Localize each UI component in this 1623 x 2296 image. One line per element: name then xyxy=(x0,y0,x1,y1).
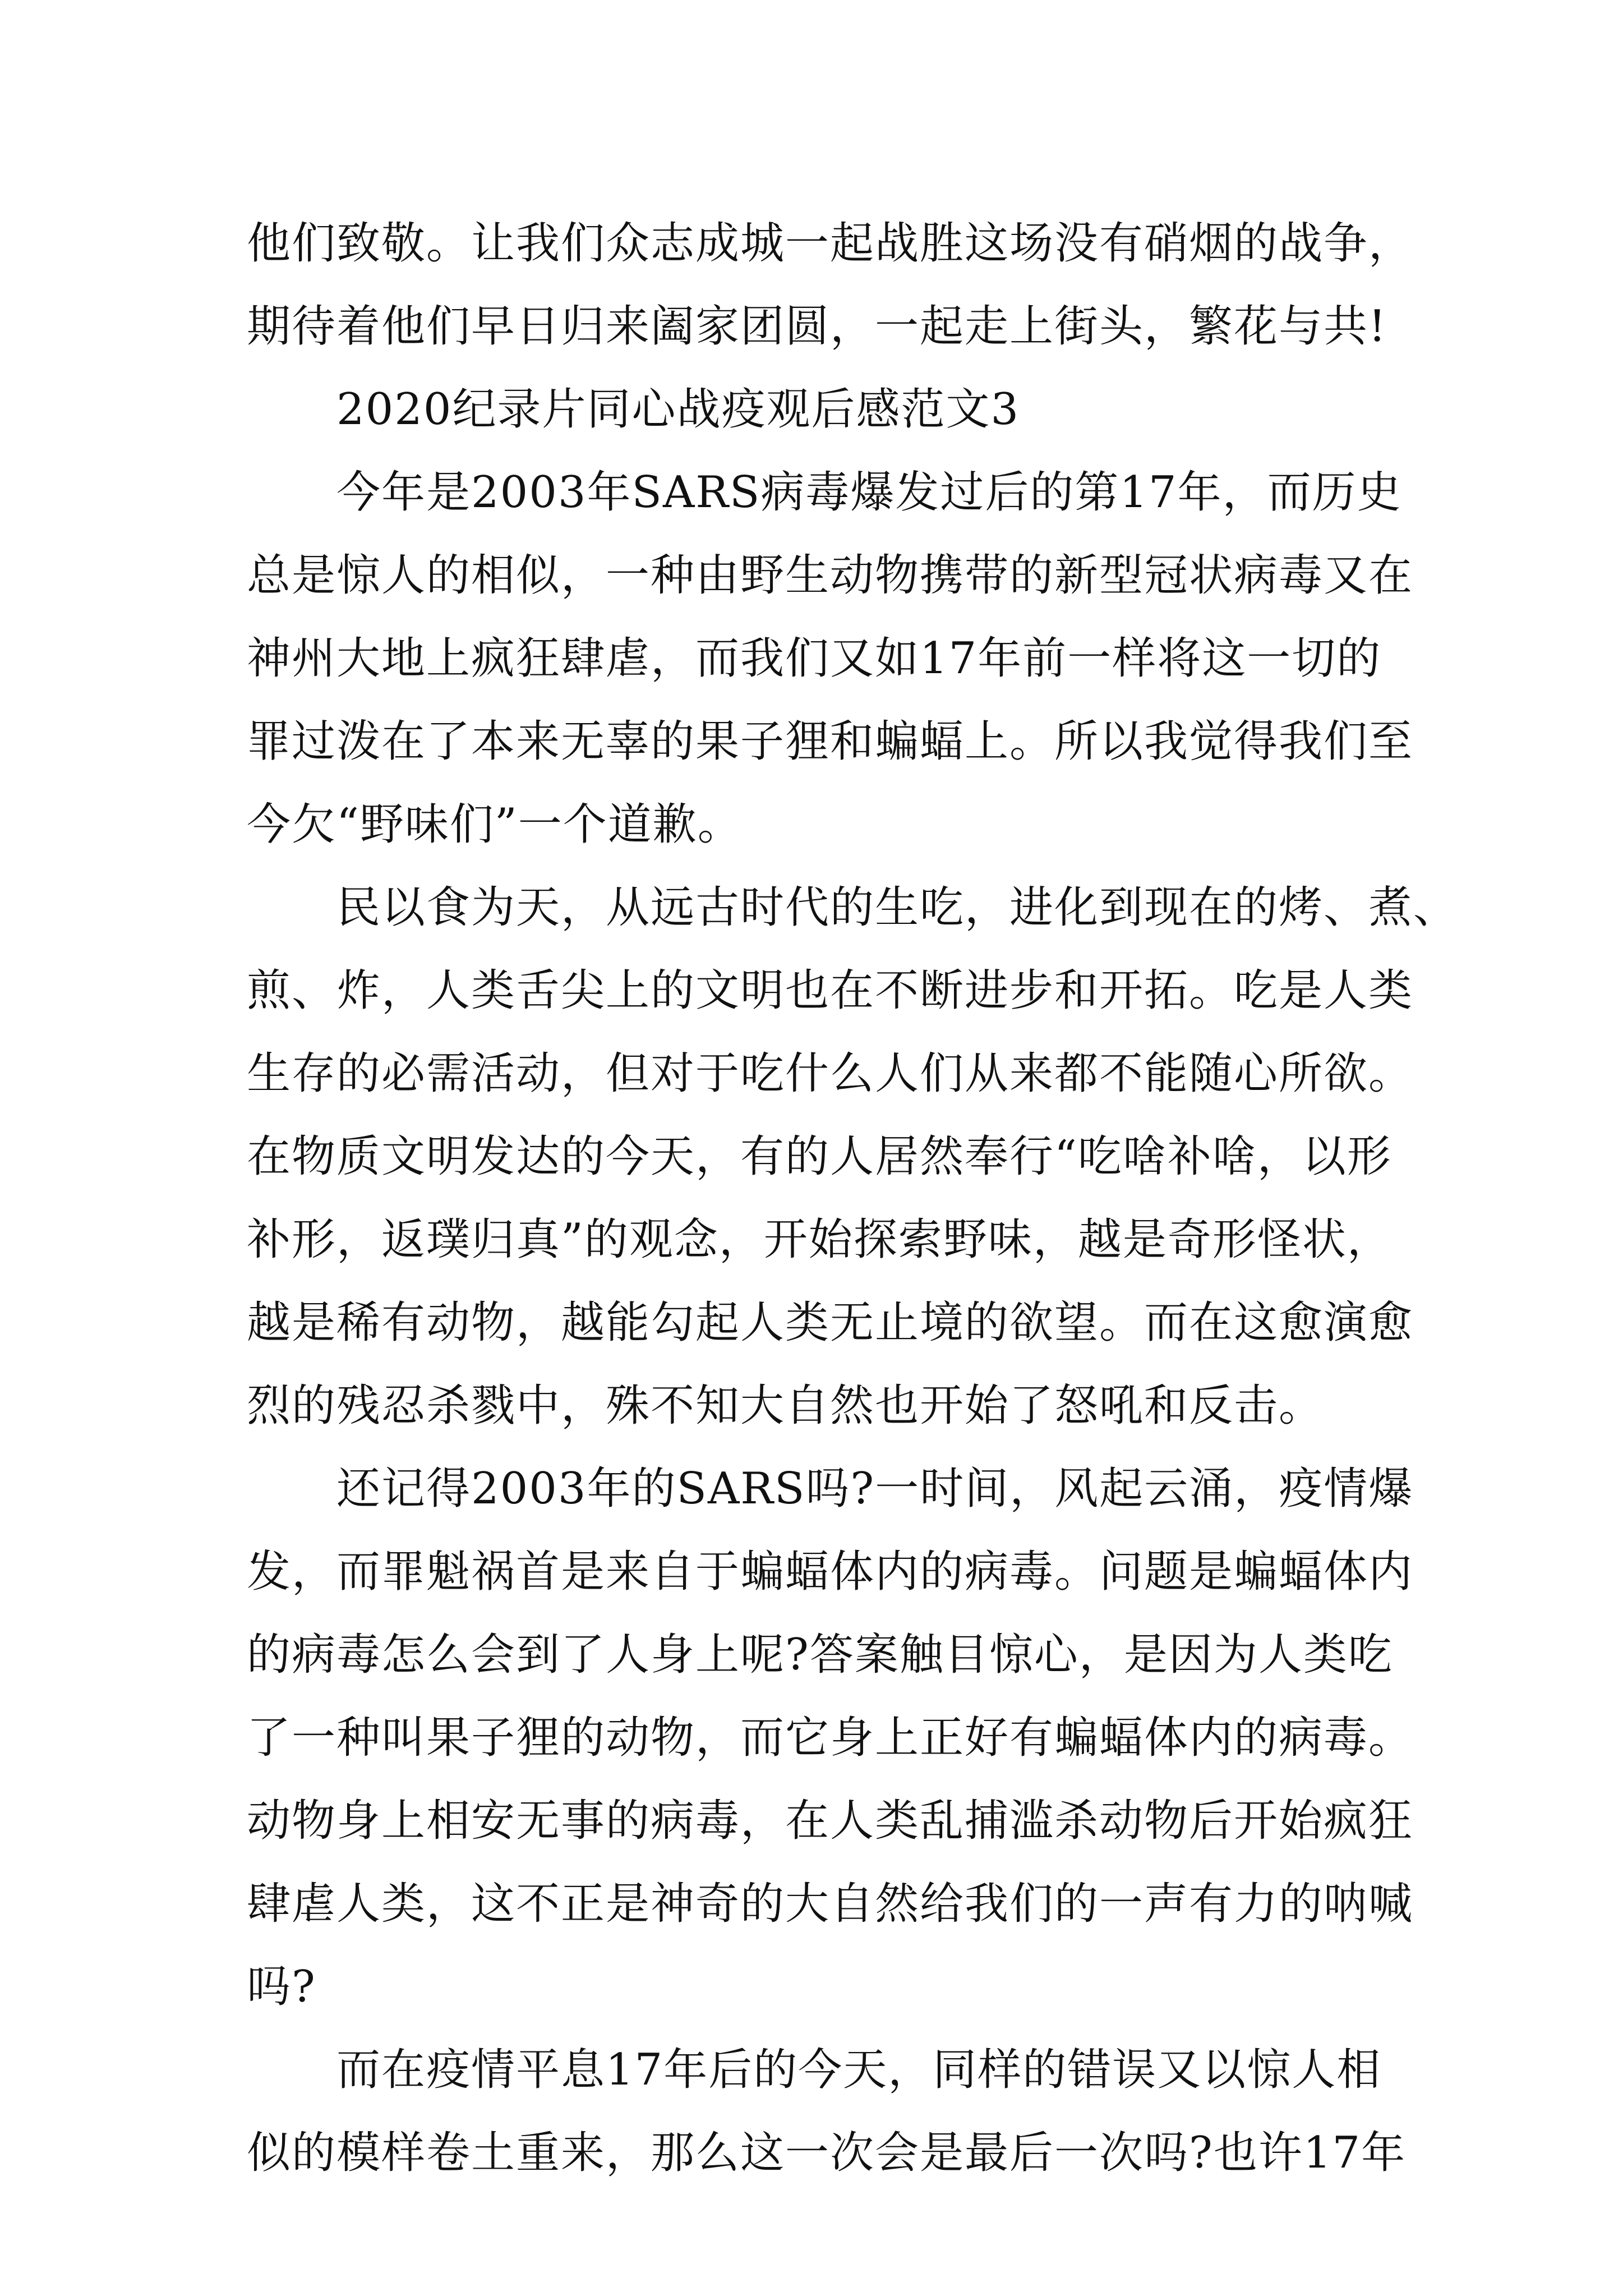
section-heading: 2020纪录片同心战疫观后感范文3 xyxy=(336,384,1020,435)
text-line: 煎、炸，人类舌尖上的文明也在不断进步和开拓。吃是人类 xyxy=(247,965,1414,1016)
text-line: 似的模样卷土重来，那么这一次会是最后一次吗?也许17年 xyxy=(247,2128,1407,2178)
text-line: 的病毒怎么会到了人身上呢?答案触目惊心，是因为人类吃 xyxy=(247,1630,1393,1680)
text-line: 总是惊人的相似，一种由野生动物携带的新型冠状病毒又在 xyxy=(247,550,1414,601)
paragraph-start-line: 还记得2003年的SARS吗?一时间，风起云涌，疫情爆 xyxy=(336,1464,1414,1514)
text-line: 了一种叫果子狸的动物，而它身上正好有蝙蝠体内的病毒。 xyxy=(247,1713,1414,1763)
text-line: 肆虐人类，这不正是神奇的大自然给我们的一声有力的呐喊 xyxy=(247,1879,1414,1929)
text-line: 烈的残忍杀戮中，殊不知大自然也开始了怒吼和反击。 xyxy=(247,1381,1324,1431)
text-line: 发，而罪魁祸首是来自于蝙蝠体内的病毒。问题是蝙蝠体内 xyxy=(247,1547,1414,1597)
document-body xyxy=(247,202,1459,2194)
text-line: 期待着他们早日归来阖家团圆，一起走上街头，繁花与共! xyxy=(247,301,1387,352)
text-line: 神州大地上疯狂肆虐，而我们又如17年前一样将这一切的 xyxy=(247,633,1382,684)
paragraph-start-line: 今年是2003年SARS病毒爆发过后的第17年，而历史 xyxy=(336,467,1402,518)
text-line: 生存的必需活动，但对于吃什么人们从来都不能随心所欲。 xyxy=(247,1048,1414,1099)
text-line: 越是稀有动物，越能勾起人类无止境的欲望。而在这愈演愈 xyxy=(247,1297,1414,1348)
paragraph-start-line: 而在疫情平息17年后的今天，同样的错误又以惊人相 xyxy=(336,2045,1382,2095)
text-line: 补形，返璞归真”的观念，开始探索野味，越是奇形怪状， xyxy=(247,1214,1392,1265)
text-line: 在物质文明发达的今天，有的人居然奉行“吃啥补啥，以形 xyxy=(247,1131,1392,1182)
paragraph-start-line: 民以食为天，从远古时代的生吃，进化到现在的烤、煮、 xyxy=(336,882,1459,933)
text-line: 今欠“野味们”一个道歉。 xyxy=(247,799,743,850)
text-line: 动物身上相安无事的病毒，在人类乱捕滥杀动物后开始疯狂 xyxy=(247,1796,1414,1846)
text-line: 他们致敬。让我们众志成城一起战胜这场没有硝烟的战争， xyxy=(247,218,1414,269)
text-line: 吗? xyxy=(247,1962,316,2012)
text-line: 罪过泼在了本来无辜的果子狸和蝙蝠上。所以我觉得我们至 xyxy=(247,716,1414,767)
